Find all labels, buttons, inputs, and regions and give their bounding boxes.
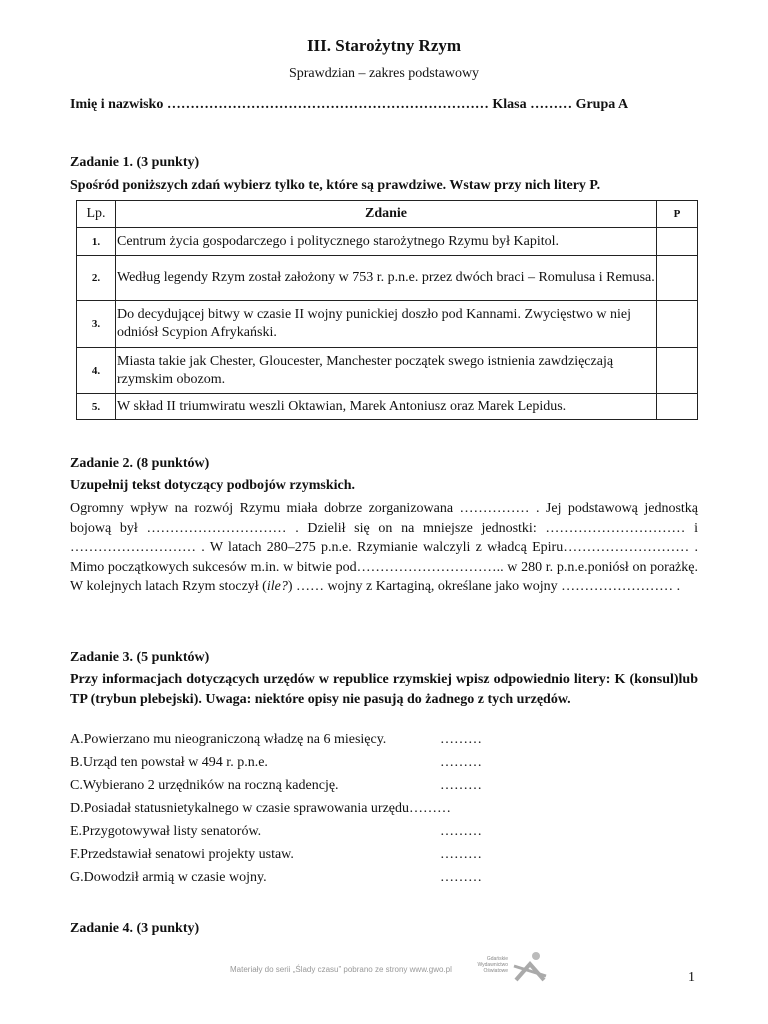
- task2-instruction: Uzupełnij tekst dotyczący podbojów rzymskich.: [70, 478, 356, 493]
- page-title: III. Starożytny Rzym: [306, 36, 462, 55]
- row-number: 5.: [77, 394, 116, 420]
- fill-text-italic: ile?: [266, 579, 288, 594]
- list-item: [70, 847, 700, 870]
- gwo-logo-icon: [510, 950, 550, 984]
- item-text: F.Przedstawiał senatowi projekty ustaw.: [70, 847, 294, 862]
- answer-cell[interactable]: [657, 348, 698, 394]
- answer-cell[interactable]: [657, 301, 698, 348]
- statement-text: Do decydującej bitwy w czasie II wojny punickiej doszło pod Kannami. Zwycięstwo w niej odniósł Scypion Afrykański.: [116, 301, 657, 348]
- answer-cell[interactable]: [657, 394, 698, 420]
- table-row: [77, 256, 698, 301]
- statement-text: W skład II triumwiratu weszli Oktawian, Marek Antoniusz oraz Marek Lepidus.: [116, 394, 657, 420]
- answer-blank[interactable]: ………: [440, 778, 482, 793]
- answer-blank[interactable]: ………: [440, 755, 482, 770]
- table-header-row: [77, 201, 698, 228]
- table-row: [77, 348, 698, 394]
- fill-text-part2: ) …… wojny z Kartaginą, określane jako wojny …………………… .: [287, 579, 681, 594]
- page-number: 1: [688, 970, 695, 985]
- logo-text: Gdańskie Wydawnictwo Oświatowe: [477, 956, 508, 974]
- row-number: 4.: [77, 348, 116, 394]
- column-header-p: P: [657, 201, 698, 228]
- statement-text: Centrum życia gospodarczego i politycznego starożytnego Rzymu był Kapitol.: [116, 228, 657, 256]
- task1-table: [76, 200, 698, 420]
- answer-blank[interactable]: ………: [440, 847, 482, 862]
- column-header-lp: Lp.: [77, 201, 116, 228]
- task1-heading: Zadanie 1. (3 punkty): [70, 155, 200, 170]
- list-item: [70, 732, 700, 755]
- answer-cell[interactable]: [657, 256, 698, 301]
- list-item: [70, 801, 700, 824]
- answer-blank[interactable]: ………: [440, 824, 482, 839]
- statement-text: Miasta takie jak Chester, Gloucester, Manchester początek swego istnienia zawdzięczają rzymskim obozom.: [116, 348, 657, 394]
- list-item: [70, 778, 700, 801]
- task4-heading: Zadanie 4. (3 punkty): [70, 921, 200, 936]
- list-item: [70, 755, 700, 778]
- item-text: E.Przygotowywał listy senatorów.: [70, 824, 262, 839]
- footer-source-note: Materiały do serii „Ślady czasu” pobrano ze strony www.gwo.pl: [230, 965, 452, 974]
- publisher-logo: [470, 950, 550, 984]
- task2-heading: Zadanie 2. (8 punktów): [70, 456, 210, 471]
- table-row: [77, 394, 698, 420]
- answer-blank[interactable]: ………: [440, 870, 482, 885]
- task2-fill-text: [70, 499, 698, 597]
- item-text: A.Powierzano mu nieograniczoną władzę na 6 miesięcy.: [70, 732, 387, 747]
- task3-list: [70, 732, 700, 893]
- table-row: [77, 301, 698, 348]
- item-text: B.Urząd ten powstał w 494 r. p.n.e.: [70, 755, 268, 770]
- page-subtitle: Sprawdzian – zakres podstawowy: [288, 66, 480, 81]
- row-number: 1.: [77, 228, 116, 256]
- item-text: C.Wybierano 2 urzędników na roczną kadencję.: [70, 778, 339, 793]
- list-item: [70, 824, 700, 847]
- answer-cell[interactable]: [657, 228, 698, 256]
- statement-text: Według legendy Rzym został założony w 753 r. p.n.e. przez dwóch braci – Romulusa i Remusa.: [116, 256, 657, 301]
- row-number: 3.: [77, 301, 116, 348]
- item-text: D.Posiadał statusnietykalnego w czasie sprawowania urzędu………: [70, 801, 452, 816]
- list-item: [70, 870, 700, 893]
- task3-heading: Zadanie 3. (5 punktów): [70, 650, 210, 665]
- task1-instruction: Spośród poniższych zdań wybierz tylko te, które są prawdziwe. Wstaw przy nich litery P.: [70, 178, 601, 193]
- table-row: [77, 228, 698, 256]
- task3-instruction: Przy informacjach dotyczących urzędów w republice rzymskiej wpisz odpowiednio litery: K (konsul)lub TP (trybun plebejski). Uwaga: niektóre opisy nie pasują do żadnego z tych urzędów.: [70, 672, 698, 707]
- row-number: 2.: [77, 256, 116, 301]
- item-text: G.Dowodził armią w czasie wojny.: [70, 870, 267, 885]
- fill-text-part1: Ogromny wpływ na rozwój Rzymu miała dobrze zorganizowana …………… . Jej podstawową jednostką bojową był ………………………… . Dzielił się on na mniejsze jednostki: ………………………… i ……………………… . W latach 280–275 p.n.e. Rzymianie walczyli z władcą Epiru……………………… . Mimo początkowych sukcesów m.in. w bitwie pod………………………….. w 280 r. p.n.e.poniósł on porażkę. W kolejnych latach Rzym stoczył (: [70, 501, 698, 594]
- column-header-zdanie: Zdanie: [116, 201, 657, 228]
- student-name-line: Imię i nazwisko …………………………………………………………… Klasa ……… Grupa A: [70, 97, 629, 112]
- answer-blank[interactable]: ………: [440, 732, 482, 747]
